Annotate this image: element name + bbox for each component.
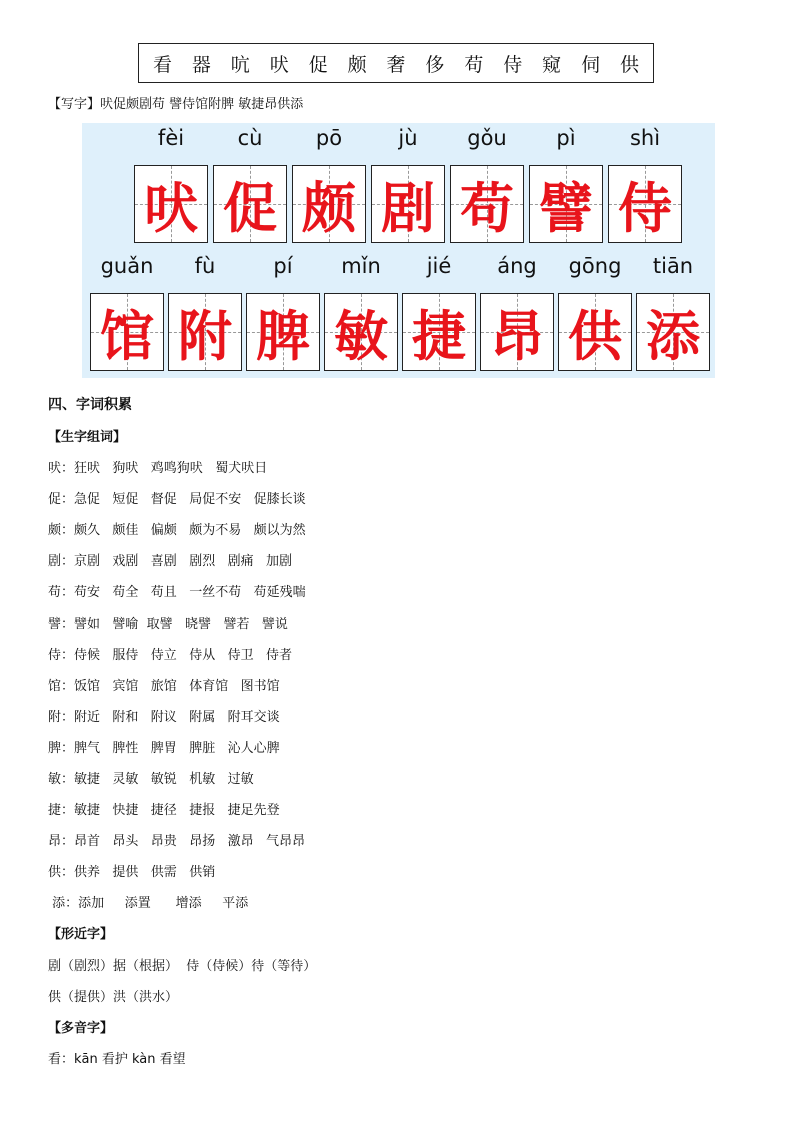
hanzi-character: 苟: [460, 176, 514, 240]
text-line: 附：附近 附和 附议 附属 附耳交谈: [48, 709, 280, 725]
text-line: 剧（剧烈）据（根据） 侍（侍候）待（等待）: [48, 959, 317, 974]
tian-grid-box: [402, 293, 476, 371]
tian-grid-box: [450, 165, 524, 243]
hanzi-character: 敏: [334, 304, 388, 368]
pinyin-label: jù: [398, 126, 418, 150]
reading-char: 侍: [503, 53, 523, 76]
pinyin-label: pì: [556, 126, 576, 150]
reading-char: 颇: [347, 53, 367, 76]
character-card: [608, 123, 682, 243]
duoyin-heading: 【多音字】: [48, 1021, 114, 1036]
text-line: 颇：颇久 颇佳 偏颇 颇为不易 颇以为然: [48, 523, 306, 539]
reading-char: 促: [308, 53, 328, 76]
tian-grid-box: [371, 165, 445, 243]
character-card: [292, 123, 366, 243]
hanzi-character: 剧: [381, 176, 435, 240]
pinyin-label: guǎn: [100, 254, 154, 278]
pinyin-label: fù: [194, 254, 216, 278]
tian-grid-box: [529, 165, 603, 243]
text-line: 看：kān 看护 kàn 看望: [48, 1052, 186, 1067]
hanzi-character: 添: [646, 304, 700, 368]
text-line: 供：供养 提供 供需 供销: [48, 865, 216, 881]
zuci-heading: 【生字组词】: [48, 430, 127, 445]
reading-char: 窥: [542, 53, 562, 76]
pinyin-label: mǐn: [341, 254, 381, 278]
reading-char: 看: [152, 53, 172, 76]
character-card: [213, 123, 287, 243]
reading-char: 侈: [425, 53, 445, 76]
character-card: [246, 251, 320, 371]
hanzi-character: 侍: [618, 176, 672, 240]
reading-char: 吠: [269, 53, 289, 76]
character-card: [134, 123, 208, 243]
character-card: [480, 251, 554, 371]
hanzi-character: 脾: [256, 304, 310, 368]
pinyin-label: jié: [426, 254, 452, 278]
character-card: [636, 251, 710, 371]
tian-grid-box: [480, 293, 554, 371]
hanzi-character: 促: [223, 176, 277, 240]
text-line: 促：急促 短促 督促 局促不安 促膝长谈: [48, 492, 306, 508]
reading-char: 苟: [464, 53, 484, 76]
character-card: [324, 251, 398, 371]
text-line: 苟：苟安 苟全 苟且 一丝不苟 苟延残喘: [48, 585, 306, 601]
hanzi-character: 附: [178, 304, 232, 368]
tian-grid-box: [636, 293, 710, 371]
text-line: 供（提供）洪（洪水）: [48, 990, 179, 1005]
character-card: [371, 123, 445, 243]
text-line: 馆：饭馆 宾馆 旅馆 体育馆 图书馆: [48, 678, 280, 694]
text-line: 譬：譬如 譬喻 取譬 晓譬 譬若 譬说: [48, 616, 288, 632]
tian-grid-box: [292, 165, 366, 243]
reading-char: 吭: [230, 53, 250, 76]
tian-grid-box: [90, 293, 164, 371]
character-cards-panel: [82, 123, 715, 378]
reading-characters-box: [138, 43, 654, 83]
xingjin-heading: 【形近字】: [48, 927, 114, 942]
text-line: 添：添加 添置 增添 平添: [48, 896, 249, 912]
text-line: 侍：侍候 服侍 侍立 侍从 侍卫 侍者: [48, 647, 292, 663]
reading-char: 奢: [386, 53, 406, 76]
pinyin-label: pō: [315, 126, 343, 150]
hanzi-character: 譬: [539, 176, 593, 240]
hanzi-character: 吠: [144, 176, 198, 240]
text-line: 吠：狂吠 狗吠 鸡鸣狗吠 蜀犬吠日: [48, 461, 268, 476]
write-characters-line: 【写字】吠促颇剧苟 譬侍馆附脾 敏捷昂供添: [48, 97, 304, 112]
tian-grid-box: [168, 293, 242, 371]
hanzi-character: 昂: [490, 304, 544, 368]
text-line: 捷：敏捷 快捷 捷径 捷报 捷足先登: [48, 803, 280, 819]
pinyin-label: áng: [497, 254, 537, 278]
character-card: [558, 251, 632, 371]
pinyin-label: cù: [237, 126, 263, 150]
character-card: [450, 123, 524, 243]
tian-grid-box: [213, 165, 287, 243]
pinyin-label: fèi: [157, 126, 185, 150]
pinyin-label: gōng: [568, 254, 622, 278]
tian-grid-box: [608, 165, 682, 243]
tian-grid-box: [324, 293, 398, 371]
tian-grid-box: [246, 293, 320, 371]
hanzi-character: 颇: [302, 176, 356, 240]
reading-char: 供: [620, 53, 640, 76]
tian-grid-box: [134, 165, 208, 243]
hanzi-character: 捷: [412, 304, 466, 368]
character-card: [402, 251, 476, 371]
hanzi-character: 馆: [100, 304, 154, 368]
hanzi-character: 供: [568, 304, 622, 368]
reading-char: 器: [191, 53, 211, 76]
character-card: [529, 123, 603, 243]
pinyin-label: tiān: [652, 254, 694, 278]
text-line: 昂：昂首 昂头 昂贵 昂扬 激昂 气昂昂: [48, 834, 305, 850]
character-card: [168, 251, 242, 371]
character-card: [90, 251, 164, 371]
text-line: 脾：脾气 脾性 脾胃 脾脏 沁人心脾: [48, 740, 280, 756]
section-title: 四、字词积累: [48, 397, 132, 413]
text-line: 剧：京剧 戏剧 喜剧 剧烈 剧痛 加剧: [48, 554, 292, 570]
pinyin-label: gǒu: [467, 126, 507, 150]
pinyin-label: shì: [629, 126, 661, 150]
pinyin-label: pí: [273, 254, 293, 278]
text-line: 敏：敏捷 灵敏 敏锐 机敏 过敏: [48, 772, 254, 787]
reading-char: 伺: [581, 53, 601, 76]
tian-grid-box: [558, 293, 632, 371]
